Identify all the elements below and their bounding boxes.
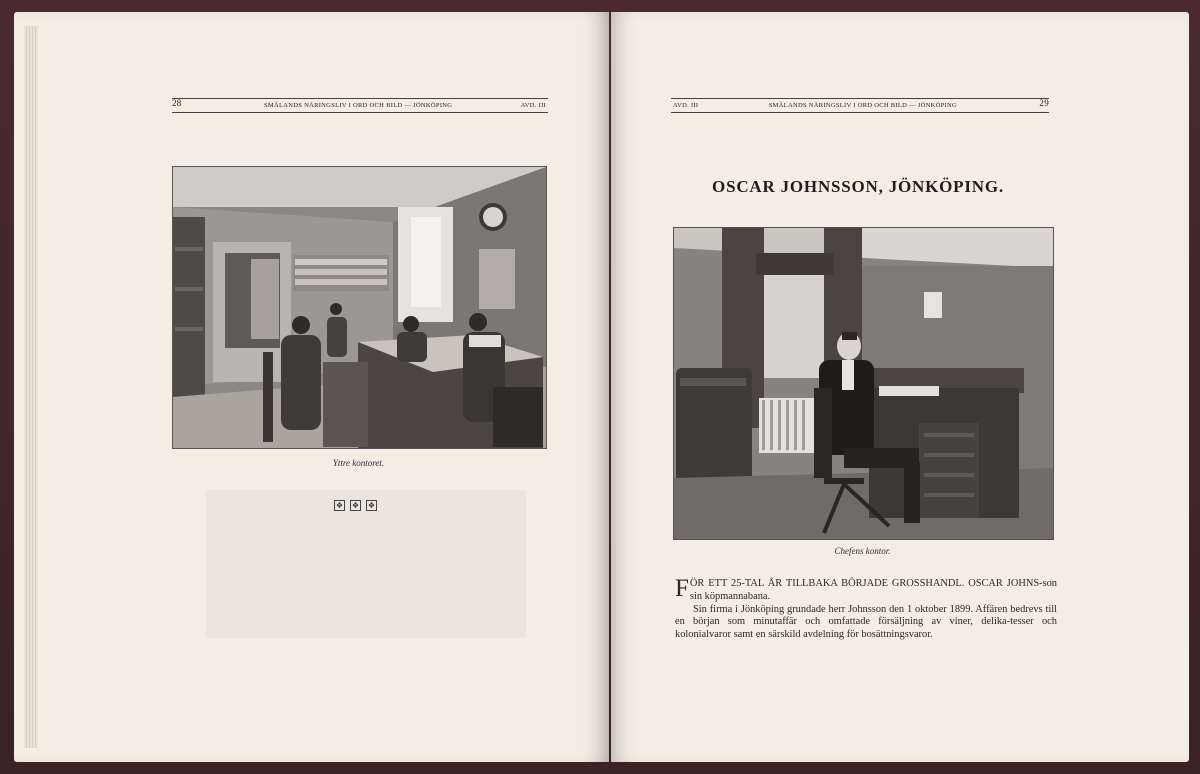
- article-body: [675, 575, 1057, 642]
- right-page: [611, 12, 1189, 762]
- outer-office-photo: [172, 166, 547, 449]
- article-paragraph-1: [675, 575, 1057, 604]
- left-page: [14, 12, 609, 762]
- drop-cap: F: [675, 575, 689, 602]
- ornament-icon: ❖: [351, 500, 360, 510]
- left-page-number: 28: [172, 98, 182, 108]
- article-title: OSCAR JOHNSSON, JÖNKÖPING.: [712, 177, 1004, 196]
- page-stack-edge: [24, 26, 38, 748]
- right-section-label: AVD. III: [673, 102, 699, 109]
- outer-office-caption: Yttre kontoret.: [332, 458, 385, 468]
- right-running-title: SMÅLANDS NÄRINGSLIV I ORD OCH BILD — JÖNKÖPING: [768, 102, 957, 109]
- left-running-title: SMÅLANDS NÄRINGSLIV I ORD OCH BILD — JÖNKÖPING: [264, 102, 453, 109]
- ornament-row: [334, 500, 377, 511]
- chief-office-photo: [673, 227, 1054, 540]
- ornament-icon: ❖: [367, 500, 376, 510]
- left-section-label: AVD. III: [520, 102, 546, 109]
- right-running-header: [671, 98, 1049, 113]
- article-paragraph-2: Sin firma i Jönköping grundade herr Johnsson den 1 oktober 1899. Affären bedrevs till en början som minutaffär och omfattade försäljning av viner, delika-tesser och kolonialvaror samt en särskild avdelning för bosättningsvaror.: [675, 603, 1057, 641]
- right-page-number: 29: [1039, 98, 1049, 108]
- chief-office-caption: Chefens kontor.: [834, 546, 891, 556]
- paragraph-1-text: ÖR ETT 25-TAL ÅR TILLBAKA BÖRJADE GROSSHANDL. OSCAR JOHNS-son sin köpmannabana.: [689, 578, 1057, 602]
- ornament-icon: ❖: [335, 500, 344, 510]
- show-through-shadow: [206, 490, 526, 638]
- left-running-header: [172, 98, 548, 113]
